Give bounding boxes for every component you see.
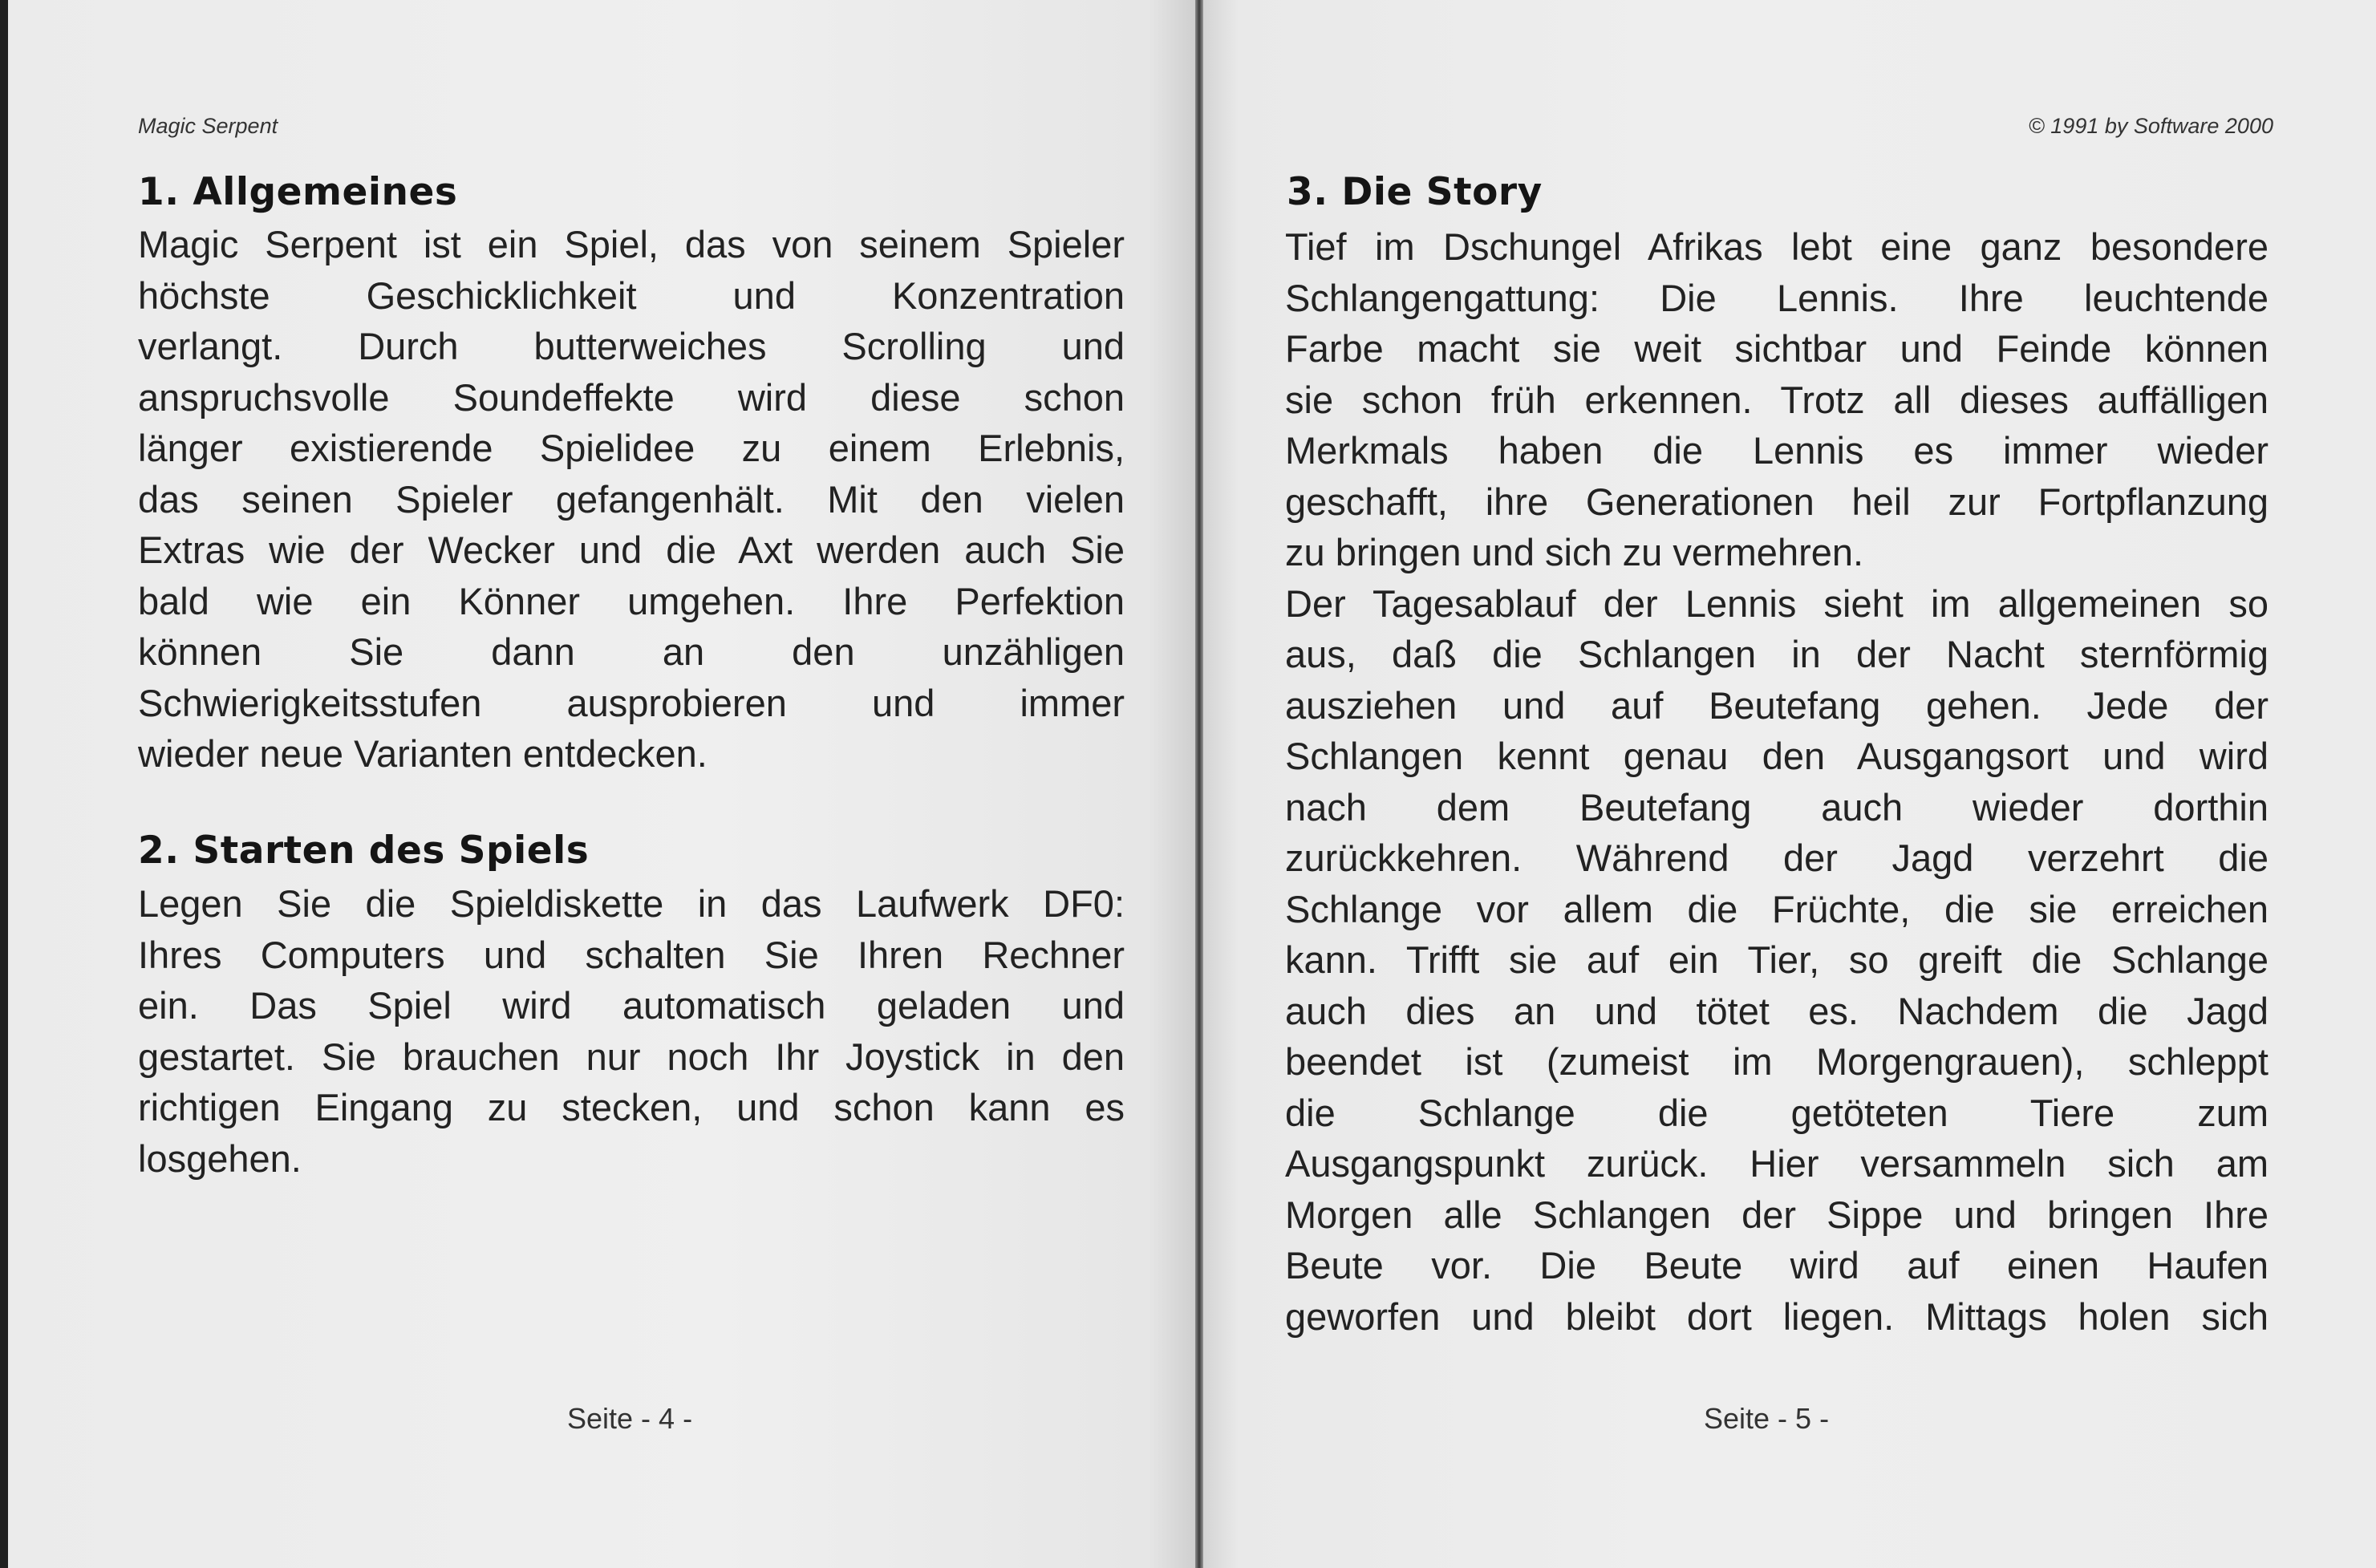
text-line: ein. Das Spiel wird automatisch geladen und (138, 984, 1125, 1027)
text-line: zurückkehren. Während der Jagd verzehrt die (1285, 837, 2269, 879)
text-line: ausziehen und auf Beutefang gehen. Jede der (1285, 683, 2269, 727)
text-line: Morgen alle Schlangen der Sippe und bringen Ihre (1285, 1193, 2269, 1236)
text-line: Schlangen kennt genau den Ausgangsort und wird (1285, 735, 2269, 777)
text-line: nach dem Beutefang auch wieder dorthin (1285, 785, 2269, 829)
text-line: Ihres Computers und schalten Sie Ihren Rechner (138, 933, 1125, 976)
running-head-left: Magic Serpent (138, 114, 278, 138)
section-body-story (1285, 221, 2269, 1342)
text-line: zu bringen und sich zu vermehren. (1285, 531, 1864, 573)
scan-edge (0, 0, 8, 1568)
text-line: verlangt. Durch butterweiches Scrolling und (138, 325, 1125, 367)
text-line: Extras wie der Wecker und die Axt werden auch Sie (138, 529, 1125, 571)
text-line: richtigen Eingang zu stecken, und schon kann es (138, 1086, 1125, 1128)
section-heading-story: 3. Die Story (1287, 170, 1543, 214)
text-line: kann. Trifft sie auf ein Tier, so greift die Schlange (1285, 938, 2269, 981)
text-line: auch dies an und tötet es. Nachdem die Jagd (1285, 989, 2269, 1032)
text-line: Schlangengattung: Die Lennis. Ihre leuchtende (1285, 276, 2269, 319)
book-gutter (1195, 0, 1203, 1568)
section-heading-starten: 2. Starten des Spiels (138, 829, 590, 873)
text-line: Schwierigkeitsstufen ausprobieren und immer (138, 681, 1125, 724)
page-number-left: Seite - 4 - (567, 1402, 693, 1435)
text-line: Tief im Dschungel Afrikas lebt eine ganz besondere (1285, 225, 2269, 268)
text-line: bald wie ein Könner umgehen. Ihre Perfektion (138, 579, 1125, 622)
text-line: Merkmals haben die Lennis es immer wieder (1285, 429, 2269, 472)
text-line: das seinen Spieler gefangenhält. Mit den vielen (138, 477, 1125, 521)
section-heading-allgemeines: 1. Allgemeines (138, 170, 458, 214)
text-line: Magic Serpent ist ein Spiel, das von seinem Spieler (138, 223, 1125, 265)
text-line: die Schlange die getöteten Tiere zum (1285, 1091, 2269, 1134)
text-line: wieder neue Varianten entdecken. (138, 732, 708, 775)
text-line: sie schon früh erkennen. Trotz all dieses auffälligen (1285, 378, 2269, 421)
text-line: länger existierende Spielidee zu einem Erlebnis, (138, 427, 1125, 469)
section-body-starten (138, 878, 1125, 1184)
text-line: Farbe macht sie weit sichtbar und Feinde können (1285, 327, 2269, 370)
page-number-right: Seite - 5 - (1704, 1402, 1830, 1435)
running-head-right: © 1991 by Software 2000 (2028, 114, 2273, 138)
text-line: höchste Geschicklichkeit und Konzentration (138, 273, 1125, 317)
text-line: Legen Sie die Spieldiskette in das Laufwerk DF0: (138, 882, 1125, 925)
section-body-allgemeines (138, 219, 1125, 780)
text-line: gestartet. Sie brauchen nur noch Ihr Joystick in den (138, 1035, 1125, 1078)
text-line: aus, daß die Schlangen in der Nacht sternförmig (1285, 633, 2269, 675)
text-line: Beute vor. Die Beute wird auf einen Haufen (1285, 1244, 2269, 1286)
text-line: geschafft, ihre Generationen heil zur Fortpflanzung (1285, 480, 2269, 523)
text-line: geworfen und bleibt dort liegen. Mittags holen sich (1285, 1295, 2269, 1338)
text-line: Ausgangspunkt zurück. Hier versammeln sich am (1285, 1142, 2269, 1185)
text-line: Schlange vor allem die Früchte, die sie erreichen (1285, 887, 2269, 930)
text-line: beendet ist (zumeist im Morgengrauen), schleppt (1285, 1040, 2269, 1083)
text-line: anspruchsvolle Soundeffekte wird diese schon (138, 375, 1125, 419)
text-line: Der Tagesablauf der Lennis sieht im allgemeinen so (1285, 581, 2269, 625)
text-line: losgehen. (138, 1136, 302, 1180)
text-line: können Sie dann an den unzähligen (138, 630, 1125, 673)
